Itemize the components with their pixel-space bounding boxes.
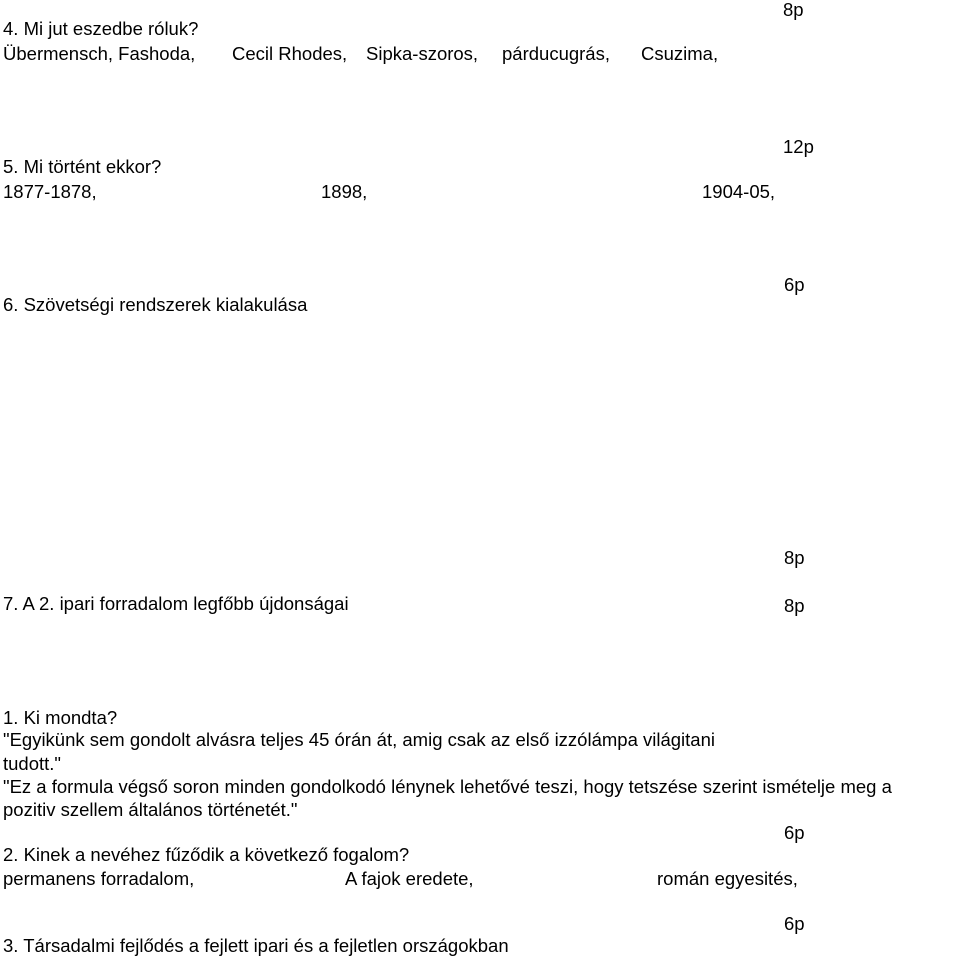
q5-item: 1898, [321, 181, 368, 202]
s2-q1-quote1-line2: tudott." [3, 753, 61, 774]
s2-q1-quote2-line1: "Ez a formula végső soron minden gondolkodó lénynek lehetővé teszi, hogy tetszése szerint ismételje meg a [3, 776, 892, 797]
q4-title: 4. Mi jut eszedbe róluk? [3, 18, 199, 39]
q5-points: 12p [783, 136, 814, 157]
s2-q2-points: 6p [784, 822, 805, 843]
q7-title: 7. A 2. ipari forradalom legfőbb újdonságai [3, 593, 349, 614]
s2-q3-points: 6p [784, 913, 805, 934]
q5-item: 1877-1878, [3, 181, 97, 202]
q4-item: Csuzima, [641, 43, 719, 64]
s2-q1-quote1-line1: "Egyikünk sem gondolt alvásra teljes 45 órán át, amig csak az első izzólámpa világitani [3, 729, 715, 750]
s2-q3-title: 3. Társadalmi fejlődés a fejlett ipari és a fejletlen országokban [3, 935, 509, 956]
q5-item: 1904-05, [702, 181, 776, 202]
s2-q2-item: A fajok eredete, [345, 868, 474, 889]
s2-q1-quote2-line2: pozitiv szellem általános történetét." [3, 799, 298, 820]
q4-item: Cecil Rhodes, [232, 43, 348, 64]
s2-q2-item: permanens forradalom, [3, 868, 195, 889]
q6-title: 6. Szövetségi rendszerek kialakulása [3, 294, 308, 315]
q7-points-top: 8p [784, 547, 805, 568]
q5-title: 5. Mi történt ekkor? [3, 156, 162, 177]
q4-item: Übermensch, Fashoda, [3, 43, 196, 64]
q6-points: 6p [784, 274, 805, 295]
q4-item: párducugrás, [502, 43, 610, 64]
q7-points: 8p [784, 595, 805, 616]
s2-q2-title: 2. Kinek a nevéhez fűződik a következő fogalom? [3, 844, 410, 865]
s2-q2-item: román egyesités, [657, 868, 798, 889]
s2-q1-title: 1. Ki mondta? [3, 707, 118, 728]
q4-points: 8p [783, 0, 804, 20]
q4-item: Sipka-szoros, [366, 43, 479, 64]
